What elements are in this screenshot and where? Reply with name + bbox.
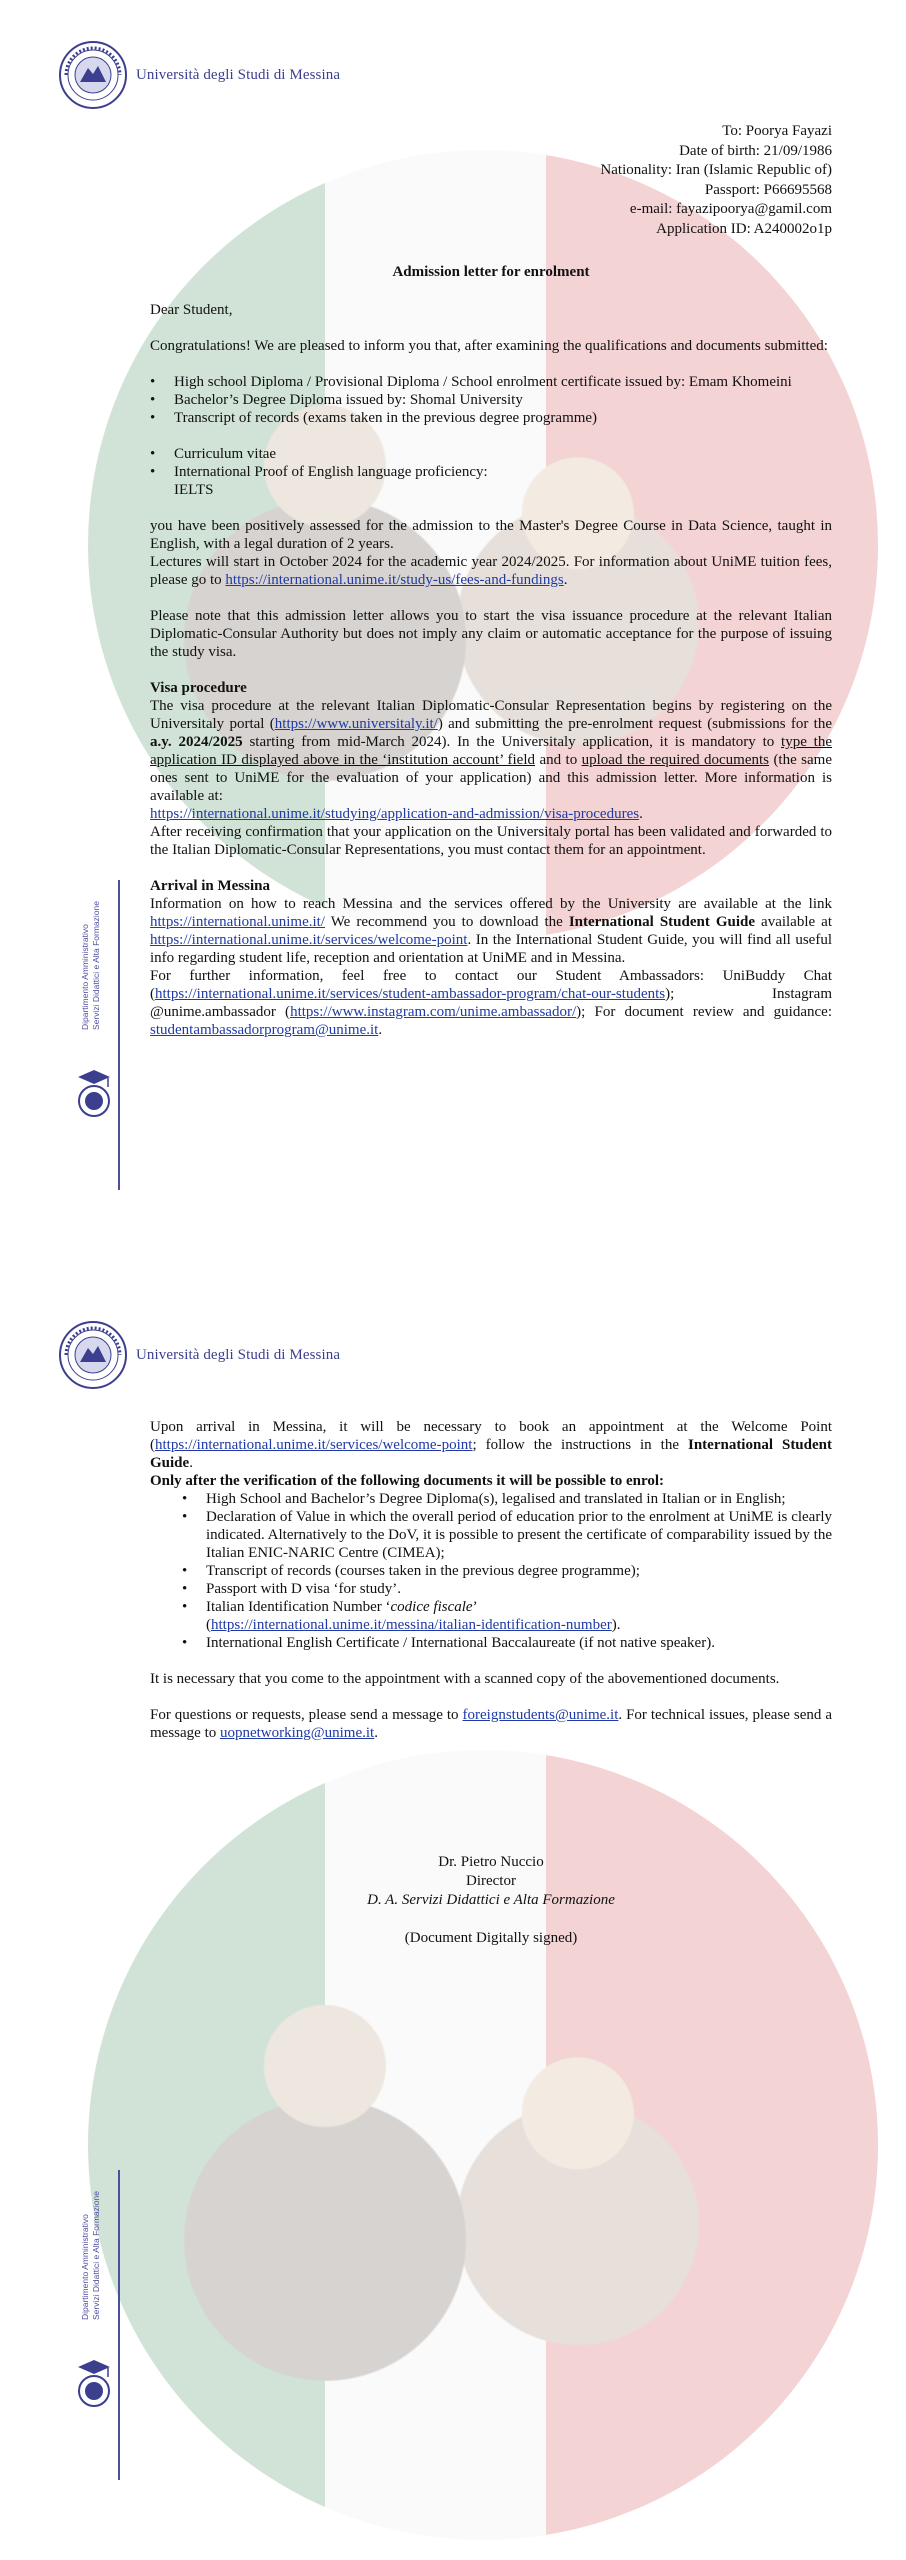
graduation-cap-icon — [74, 2355, 114, 2409]
visa-heading: Visa procedure — [150, 680, 247, 696]
signatory-name: Dr. Pietro Nuccio — [438, 1854, 544, 1870]
list-item: • Curriculum vitae — [174, 445, 832, 463]
visa-procedures-link[interactable]: https://international.unime.it/studying/application-and-admission/visa-procedures — [150, 806, 640, 822]
international-link[interactable]: https://international.unime.it/ — [150, 914, 325, 930]
foreign-students-email-link[interactable]: foreignstudents@unime.it — [462, 1707, 619, 1723]
digital-signature-note: (Document Digitally signed) — [404, 1930, 578, 1946]
ielts-label: IELTS — [174, 482, 214, 498]
department-name: Dipartimento Amministrativo Servizi Didattici e Alta Formazione — [80, 901, 101, 1030]
list-item: • Italian Identification Number ‘codice fiscale’ (https://international.unime.it/messina/italian-identification-number). — [206, 1598, 832, 1634]
letter-page-2 — [0, 1280, 906, 2560]
appointment-paragraph: It is necessary that you come to the appointment with a scanned copy of the abovementioned documents. — [150, 1671, 780, 1687]
university-header — [58, 40, 340, 110]
list-item: • High School and Bachelor’s Degree Diploma(s), legalised and translated in Italian or in English; — [206, 1490, 832, 1508]
documents-list — [150, 373, 832, 427]
assessment-paragraph: you have been positively assessed for the admission to the Master's Degree Course in Data Science, taught in English, with a legal duration of 2 years. Lectures will start in October 2024 for the academic year 2024/2025. For information about UniME tuition fees, please go to https://international.unime.it/study-us/fees-and-fundings. — [150, 518, 832, 588]
verification-heading: Only after the verification of the following documents it will be possible to enrol: — [150, 1473, 664, 1489]
list-item: • International English Certificate / International Baccalaureate (if not native speaker). — [206, 1634, 832, 1652]
welcome-paragraph: Upon arrival in Messina, it will be necessary to book an appointment at the Welcome Point (https://international.unime.it/services/welcome-point; follow the instructions in the International Student Guide. Only after the verification of the following documents it will be possible to enrol: — [150, 1419, 832, 1489]
signatory-role: Director — [466, 1873, 516, 1889]
university-seal-icon — [58, 40, 128, 110]
recipient-name: To: Poorya Fayazi — [722, 123, 832, 139]
documents-list-2 — [150, 445, 832, 499]
contact-paragraph: For questions or requests, please send a message to foreignstudents@unime.it. For technical issues, please send a message to uopnetworking@unime.it. — [150, 1707, 832, 1741]
recipient-block — [600, 122, 832, 239]
list-item: • High school Diploma / Provisional Diploma / School enrolment certificate issued by: Emam Khomeini — [174, 373, 832, 391]
chat-students-link[interactable]: https://international.unime.it/services/student-ambassador-program/chat-our-students — [155, 986, 666, 1002]
department-banner — [72, 2170, 122, 2480]
recipient-email: e-mail: fayazipoorya@gamil.com — [629, 201, 832, 217]
welcome-point-link[interactable]: https://international.unime.it/services/welcome-point — [150, 932, 468, 948]
university-header — [58, 1320, 340, 1390]
arrival-paragraph: Information on how to reach Messina and the services offered by the University are available at the link https://international.unime.it/ We recommend you to download the International Student Guide available at https://international.unime.it/services/welcome-point. In the International Student Guide, you will find all useful info regarding student life, reception and orientation at UniME and in Messina. For further information, feel free to contact our Student Ambassadors: UniBuddy Chat (https://international.unime.it/services/student-ambassador-program/chat-our-students); Instagram @unime.ambassador (https://www.instagram.com/unime.ambassador/); For document review and guidance: studentambassadorprogram@unime.it. — [150, 896, 832, 1038]
recipient-nationality: Nationality: Iran (Islamic Republic of) — [600, 162, 832, 178]
recipient-passport: Passport: P66695568 — [704, 181, 832, 198]
visa-paragraph: The visa procedure at the relevant Italian Diplomatic-Consular Representation begins by registering on the Universitaly portal (https://www.universitaly.it/) and submitting the pre-enrolment request (submissions for the a.y. 2024/2025 starting from mid-March 2024). In the Universitaly application, it is mandatory to type the application ID displayed above in the ‘institution account’ field and to upload the required documents (the same ones sent to UniME for the evaluation of your application) and this admission letter. More information is available at: https://international.unime.it/studying/application-and-admission/visa-procedures. After receiving confirmation that your application on the Universitaly portal has been validated and forwarded to the Italian Diplomatic-Consular Representations, you must contact them for an appointment. — [150, 698, 833, 858]
letter-title: Admission letter for enrolment — [392, 264, 590, 280]
networking-email-link[interactable]: uopnetworking@unime.it — [219, 1725, 375, 1741]
university-name: Università degli Studi di Messina — [136, 66, 341, 83]
banner-rule — [118, 2170, 120, 2480]
university-name: Università degli Studi di Messina — [136, 1346, 341, 1363]
list-item: • Transcript of records (courses taken in the previous degree programme); — [206, 1562, 832, 1580]
signatory-unit: D. A. Servizi Didattici e Alta Formazione — [367, 1892, 615, 1908]
visa-note: Please note that this admission letter allows you to start the visa issuance procedure at the relevant Italian Diplomatic-Consular Authority but does not imply any claim or automatic acceptance for the purpose of issuing the study visa. — [150, 608, 832, 660]
intro-paragraph: Congratulations! We are pleased to inform you that, after examining the qualifications and documents submitted: — [150, 338, 828, 354]
list-item: • Passport with D visa ‘for study’. — [206, 1580, 832, 1598]
department-banner — [72, 880, 122, 1190]
banner-rule — [118, 880, 120, 1190]
fiscal-code-link[interactable]: https://international.unime.it/messina/italian-identification-number — [211, 1617, 612, 1633]
list-item: • International Proof of English language proficiency: IELTS — [174, 463, 832, 499]
graduation-cap-icon — [74, 1065, 114, 1119]
arrival-heading: Arrival in Messina — [150, 878, 270, 894]
ambassador-email-link[interactable]: studentambassadorprogram@unime.it — [150, 1022, 379, 1038]
university-seal-icon — [58, 1320, 128, 1390]
signature-block — [150, 1853, 832, 1948]
fees-link[interactable]: https://international.unime.it/study-us/fees-and-fundings — [225, 572, 564, 588]
enrolment-documents-list — [150, 1490, 832, 1652]
welcome-point-link[interactable]: https://international.unime.it/services/welcome-point — [155, 1437, 473, 1453]
instagram-link[interactable]: https://www.instagram.com/unime.ambassador/ — [290, 1004, 577, 1020]
list-item: • Declaration of Value in which the overall period of education prior to the enrolment at UniME is clearly indicated. Alternatively to the DoV, it is possible to present the certificate of comparability issued by the Italian ENIC-NARIC Centre (CIMEA); — [206, 1508, 832, 1562]
universitaly-link[interactable]: https://www.universitaly.it/ — [274, 716, 438, 732]
recipient-application-id: Application ID: A240002o1p — [656, 220, 832, 237]
salutation: Dear Student, — [150, 302, 233, 318]
department-name: Dipartimento Amministrativo Servizi Didattici e Alta Formazione — [80, 2191, 101, 2320]
letter-body-page-2 — [150, 1418, 832, 1742]
letter-body — [150, 301, 832, 1039]
list-item: • Transcript of records (exams taken in the previous degree programme) — [174, 409, 832, 427]
recipient-dob: Date of birth: 21/09/1986 — [679, 142, 832, 159]
list-item: • Bachelor’s Degree Diploma issued by: Shomal University — [174, 391, 832, 409]
